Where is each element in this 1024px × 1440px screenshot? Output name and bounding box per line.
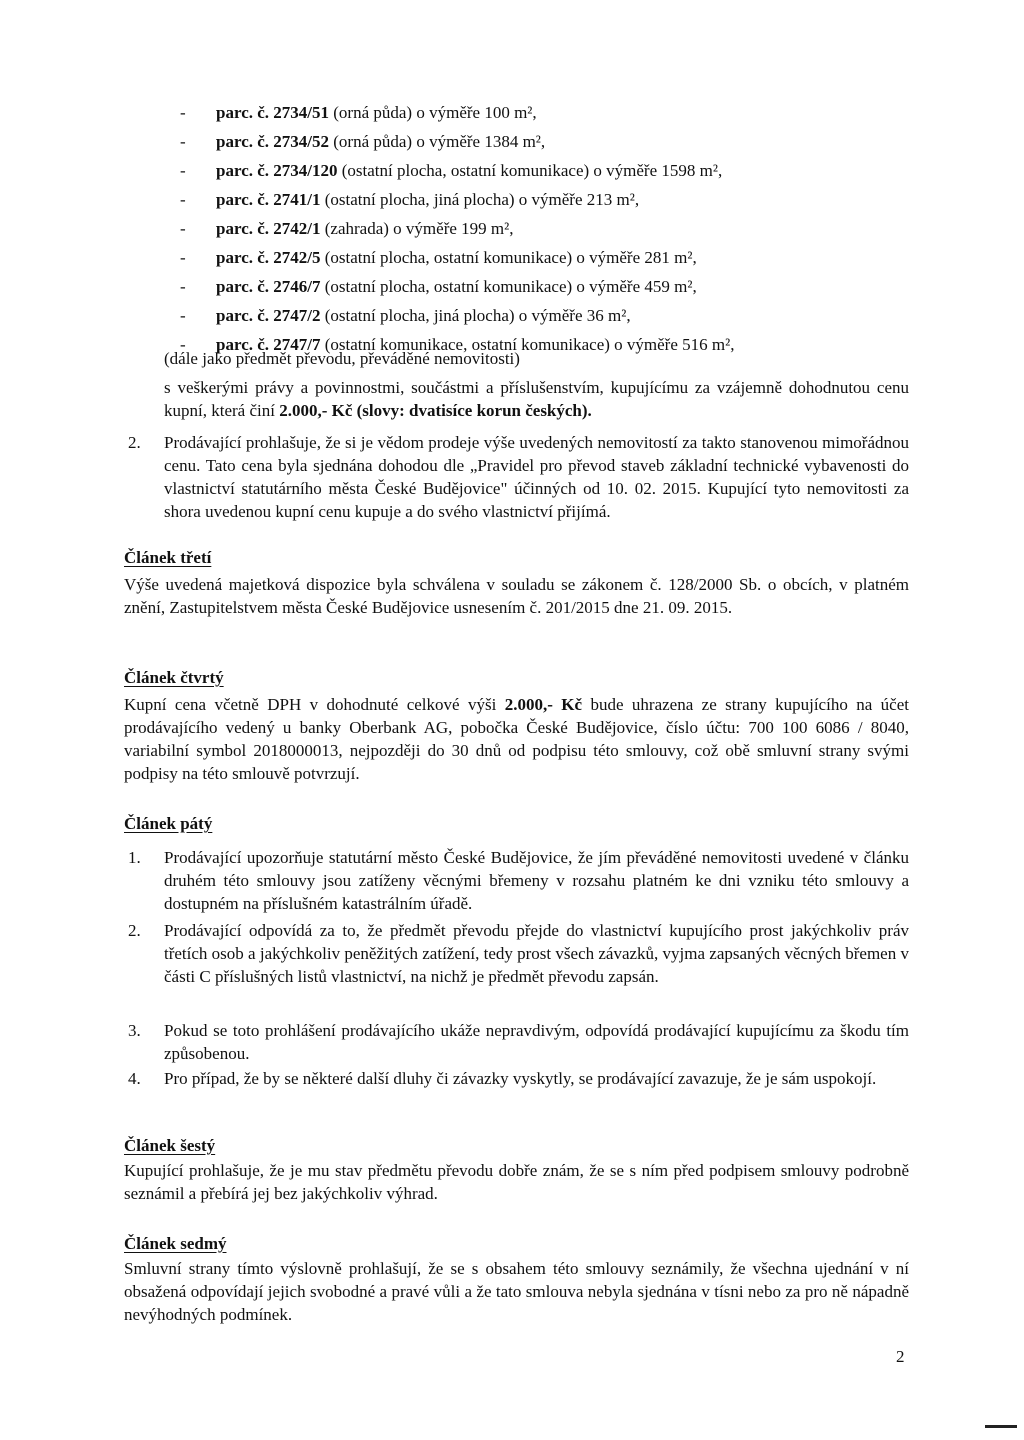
parcel-item: - parc. č. 2741/1 (ostatní plocha, jiná plocha) o výměře 213 m², [180,190,640,209]
item-number: 4. [128,1069,141,1088]
transfer-note: (dále jako předmět převodu, převáděné nemovitosti) [164,349,520,368]
parcel-item: - parc. č. 2746/7 (ostatní plocha, ostatní komunikace) o výměře 459 m², [180,277,697,296]
article-7-text: Smluvní strany tímto výslovně prohlašují, že se s obsahem této smlouvy seznámily, že všechna ujednání v ní obsažená odpovídají jejich svobodné a pravé vůli a že tato smlouva nebyla sjednána v tísni nebo za pro ně nápadně nevýhodných podmínek. [124,1259,909,1324]
parcel-item: - parc. č. 2747/2 (ostatní plocha, jiná plocha) o výměře 36 m², [180,306,631,325]
parcel-item: - parc. č. 2734/52 (orná půda) o výměře 1384 m², [180,132,546,151]
parcel-item: - parc. č. 2734/120 (ostatní plocha, ostatní komunikace) o výměře 1598 m², [180,161,723,180]
clause-2-text: Prodávající prohlašuje, že si je vědom prodeje výše uvedených nemovitostí za takto stanovenou mimořádnou cenu. Tato cena byla sjednána dohodou dle „Pravidel pro převod staveb základní technické vybavenosti do vlastnictví statutárního města České Budějovice" účinných od 10. 02. 2015. Kupující tyto nemovitosti za shora uvedenou kupní cenu kupuje a do svého vlastnictví přijímá. [164,433,909,521]
article-5-item: Pokud se toto prohlášení prodávajícího ukáže nepravdivým, odpovídá prodávající kupujícímu za škodu tím způsobenou. [164,1021,909,1063]
parcel-item: - parc. č. 2742/1 (zahrada) o výměře 199 m², [180,219,514,238]
article-6-heading: Článek šestý [124,1136,216,1155]
article-4-text: Kupní cena včetně DPH v dohodnuté celkové výši 2.000,- Kč bude uhrazena ze strany kupujícího na účet prodávajícího vedený u banky Oberbank AG, pobočka České Budějovice, číslo účtu: 700 100 6086 / 8040, variabilní symbol 2018000013, nejpozději do 30 dnů od podpisu této smlouvy, což obě smluvní strany svými podpisy na této smlouvě potvrzují. [124,695,909,783]
item-number: 3. [128,1021,141,1040]
parcel-item: - parc. č. 2747/7 (ostatní komunikace, ostatní komunikace) o výměře 516 m², [180,335,735,354]
article-5-heading: Článek pátý [124,814,213,833]
article-7-heading: Článek sedmý [124,1234,227,1253]
article-5-item: Prodávající odpovídá za to, že předmět převodu přejde do vlastnictví kupujícího prost jakýchkoliv práv třetích osob a jakýchkoliv peněžitých zatížení, tedy prost všech závazků, vyjma zapsaných věcných břemen v části C příslušných listů vlastnictví, na nichž je předmět převodu zapsán. [164,921,909,986]
item-number: 2. [128,921,141,940]
article-4-heading: Článek čtvrtý [124,668,224,687]
article-5-item: Prodávající upozorňuje statutární město České Budějovice, že jím převáděné nemovitosti uvedené v článku druhém této smlouvy jsou zatíženy věcnými břemeny v rozsahu platném ke dni vzniku této smlouvy a dostupném na příslušném katastrálním úřadě. [164,848,909,913]
article-6-text: Kupující prohlašuje, že je mu stav předmětu převodu dobře znám, že se s ním před podpisem smlouvy podrobně seznámil a přebírá jej bez jakýchkoliv výhrad. [124,1161,909,1203]
parcel-item: - parc. č. 2734/51 (orná půda) o výměře 100 m², [180,103,537,122]
price-clause: s veškerými právy a povinnostmi, součástmi a příslušenstvím, kupujícímu za vzájemně dohodnutou cenu kupní, která činí 2.000,- Kč (slovy: dvatisíce korun českých). [164,378,909,420]
page-number: 2 [896,1347,905,1366]
article-5-item: Pro případ, že by se některé další dluhy či závazky vyskytly, se prodávající zavazuje, že je sám uspokojí. [164,1069,877,1088]
parcel-item: - parc. č. 2742/5 (ostatní plocha, ostatní komunikace) o výměře 281 m², [180,248,697,267]
item-number: 1. [128,848,141,867]
clause-number: 2. [128,433,141,452]
parcel-list [180,98,940,359]
article-3-heading: Článek třetí [124,548,212,567]
bottom-rule [985,1425,1017,1428]
article-3-text: Výše uvedená majetková dispozice byla schválena v souladu se zákonem č. 128/2000 Sb. o obcích, v platném znění, Zastupitelstvem města České Budějovice usnesením č. 201/2015 dne 21. 09. 2015. [124,575,909,617]
